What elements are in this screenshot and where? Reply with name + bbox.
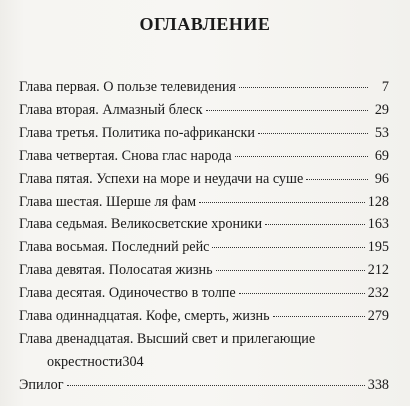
toc-entry — [19, 328, 389, 374]
dot-leader — [212, 247, 364, 248]
dot-leader — [273, 316, 365, 317]
toc-entry-page: 304 — [122, 353, 144, 370]
toc-entry — [19, 236, 389, 259]
toc-entry — [19, 305, 389, 328]
toc-entry-page: 279 — [367, 308, 389, 325]
toc-entry-label: Глава одиннадцатая. Кофе, смерть, жизнь — [19, 308, 270, 325]
toc-entry-page: 29 — [374, 101, 389, 118]
dot-leader — [206, 110, 369, 111]
toc-entry — [19, 122, 389, 145]
toc-entry-epilogue — [19, 374, 389, 397]
dot-leader — [239, 87, 368, 88]
toc-entry — [19, 99, 389, 122]
toc-entry-page: 232 — [367, 285, 389, 302]
toc-entry-page: 163 — [367, 216, 389, 233]
toc-entry — [19, 282, 389, 305]
toc-entry-label: Глава вторая. Алмазный блеск — [19, 101, 203, 118]
toc-entry-page: 53 — [374, 124, 389, 141]
dot-leader — [216, 270, 365, 271]
toc-entry — [19, 259, 389, 282]
toc-entry-page: 69 — [374, 147, 389, 164]
page-title: ОГЛАВЛЕНИЕ — [139, 14, 271, 34]
toc-entry-label: Глава двенадцатая. Высший свет и прилегающие — [19, 330, 316, 347]
table-of-contents — [19, 76, 389, 397]
toc-entry — [19, 76, 389, 99]
toc-entry-page: 195 — [367, 239, 389, 256]
toc-entry-label: Глава седьмая. Великосветские хроники — [19, 216, 263, 233]
toc-entry-label: Глава десятая. Одиночество в толпе — [19, 285, 236, 302]
toc-entry-page: 96 — [374, 170, 389, 187]
toc-entry-label: Глава первая. О пользе телевидения — [19, 79, 236, 95]
dot-leader — [258, 133, 368, 134]
toc-entry-label-continued: окрестности — [47, 353, 123, 370]
dot-leader — [265, 224, 365, 225]
toc-entry-page: 7 — [381, 79, 389, 95]
toc-entry-label: Глава девятая. Полосатая жизнь — [19, 262, 213, 279]
dot-leader — [235, 156, 368, 157]
dot-leader — [306, 179, 368, 180]
toc-entry — [19, 168, 389, 191]
toc-entry — [19, 145, 389, 168]
toc-entry-label: Глава третья. Политика по-африкански — [19, 124, 255, 141]
toc-entry-label: Глава пятая. Успехи на море и неудачи на суше — [19, 170, 304, 187]
toc-entry-page: 128 — [367, 193, 389, 210]
toc-entry-page: 338 — [367, 376, 389, 393]
toc-entry-label: Эпилог — [19, 376, 64, 393]
dot-leader — [67, 385, 365, 386]
toc-entry — [19, 213, 389, 236]
toc-entry-label: Глава четвертая. Снова глас народа — [19, 147, 232, 164]
toc-entry-label: Глава восьмая. Последний рейс — [19, 239, 210, 256]
toc-entry-page: 212 — [367, 262, 389, 279]
dot-leader — [239, 293, 365, 294]
toc-entry-label: Глава шестая. Шерше ля фам — [19, 193, 197, 210]
toc-entry — [19, 191, 389, 214]
toc-entry-continuation — [19, 351, 389, 374]
dot-leader — [199, 202, 365, 203]
